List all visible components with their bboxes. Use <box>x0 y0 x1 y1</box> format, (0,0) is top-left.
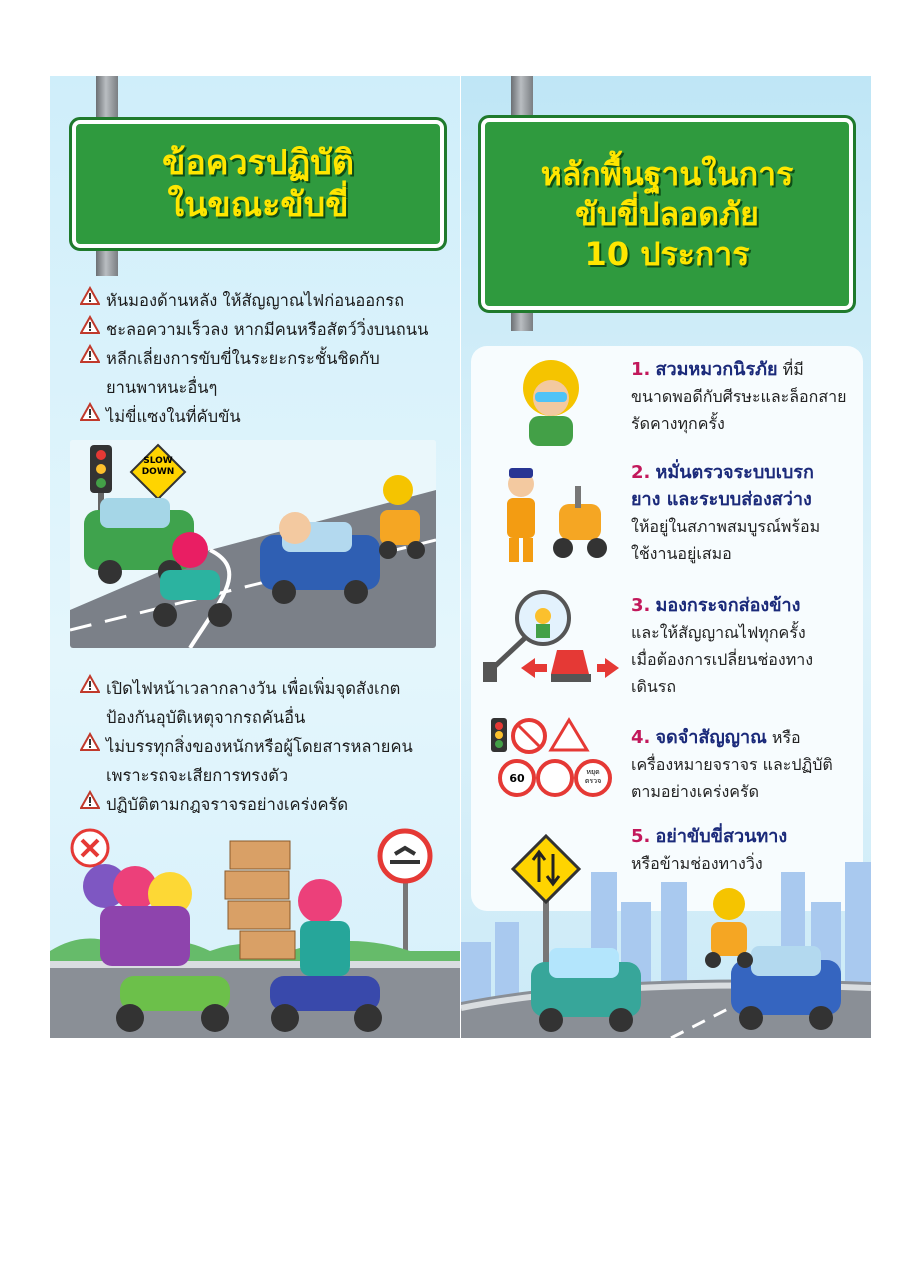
rule-heading: หมั่นตรวจระบบเบรก <box>655 462 814 483</box>
warning-icon <box>80 674 100 703</box>
left-panel <box>50 76 460 1038</box>
left-title-line-2: ในขณะขับขี่ <box>167 185 349 225</box>
warning-item-continued <box>80 373 428 402</box>
rule-heading-rest: ที่มี <box>777 360 804 379</box>
rule-heading: จดจำสัญญาณ <box>655 727 767 748</box>
warning-text: ปฏิบัติตามกฎจราจรอย่างเคร่งครัด <box>106 795 349 814</box>
warning-icon <box>80 790 100 819</box>
right-panel <box>461 76 871 1038</box>
rule-line: และให้สัญญาณไฟทุกครั้ง <box>631 623 806 642</box>
warning-list-bottom <box>80 674 413 819</box>
warning-icon <box>80 344 100 373</box>
rule-line: รัดคางทุกครั้ง <box>631 414 725 433</box>
warning-item <box>80 674 413 703</box>
warning-item <box>80 732 413 761</box>
rule-item-4 <box>631 724 861 805</box>
overloaded-motorcycle-illustration <box>50 826 460 1038</box>
right-title-sign <box>481 118 853 310</box>
city-road-illustration <box>461 832 871 1038</box>
warning-item-continued <box>80 703 413 732</box>
rule-item-2 <box>631 459 861 567</box>
warning-item <box>80 344 428 373</box>
warning-text: หันมองด้านหลัง ให้สัญญาณไฟก่อนออกรถ <box>106 291 405 310</box>
rule-number: 2. <box>631 462 651 483</box>
mechanic-scooter-illustration <box>491 466 611 570</box>
rule-line-bold: ยาง และระบบส่องสว่าง <box>631 489 812 510</box>
right-title-line-3: 10 ประการ <box>584 235 750 273</box>
mirror-signal-illustration <box>481 588 621 692</box>
slow-sign-line-2: DOWN <box>141 467 175 477</box>
traffic-signs-illustration <box>487 716 617 802</box>
rule-line: ใช้งานอยู่เสมอ <box>631 544 732 563</box>
warning-item <box>80 402 428 431</box>
warning-text: ไม่บรรทุกสิ่งของหนักหรือผู้โดยสารหลายคน <box>106 737 413 756</box>
warning-text: หลีกเลี่ยงการขับขี่ในระยะกระชั้นชิดกับ <box>106 349 380 368</box>
warning-item-continued <box>80 761 413 790</box>
rule-line: ตามอย่างเคร่งครัด <box>631 782 759 801</box>
speed-limit-sign: 60 <box>509 772 525 785</box>
warning-icon <box>80 286 100 315</box>
warning-text: ไม่ขี่แซงในที่คับขัน <box>106 407 241 426</box>
rule-number: 3. <box>631 595 651 616</box>
rule-heading: มองกระจกส่องข้าง <box>655 595 801 616</box>
rule-item-3 <box>631 592 861 700</box>
road-scene-illustration <box>70 440 436 648</box>
rule-number: 5. <box>631 826 651 847</box>
slow-down-sign <box>140 456 176 478</box>
rule-number: 4. <box>631 727 651 748</box>
rule-line: เมื่อต้องการเปลี่ยนช่องทาง <box>631 650 814 669</box>
left-title-sign <box>72 120 444 248</box>
warning-item <box>80 315 428 344</box>
warning-icon <box>80 402 100 431</box>
warning-icon <box>80 732 100 761</box>
rule-line: เดินรถ <box>631 677 677 696</box>
slow-sign-line-1: SLOW <box>143 456 173 466</box>
checkpoint-sign-line-1: หยุด <box>586 768 600 776</box>
warning-item <box>80 286 428 315</box>
helmet-person-illustration <box>511 356 591 450</box>
rule-line: ให้อยู่ในสภาพสมบูรณ์พร้อม <box>631 517 821 536</box>
warning-text: เปิดไฟหน้าเวลากลางวัน เพื่อเพิ่มจุดสังเกต <box>106 679 401 698</box>
rule-line: หรือข้ามช่องทางวิ่ง <box>631 854 763 873</box>
right-title-line-1: หลักพื้นฐานในการ <box>540 155 794 193</box>
warning-text: ยานพาหนะอื่นๆ <box>106 378 218 397</box>
warning-list-top <box>80 286 428 431</box>
rule-line: ขนาดพอดีกับศีรษะและล็อกสาย <box>631 387 847 406</box>
checkpoint-sign-line-2: ตรวจ <box>584 777 602 785</box>
warning-text: ชะลอความเร็วลง หากมีคนหรือสัตว์วิ่งบนถนน <box>106 320 429 339</box>
rule-heading-rest: หรือ <box>766 728 801 747</box>
warning-item <box>80 790 413 819</box>
warning-text: เพราะรถจะเสียการทรงตัว <box>106 766 289 785</box>
checkpoint-sign <box>576 768 610 786</box>
rule-heading: อย่าขับขี่สวนทาง <box>655 826 788 847</box>
left-title-line-1: ข้อควรปฏิบัติ <box>162 142 354 183</box>
warning-icon <box>80 315 100 344</box>
right-title-line-2: ขับขี่ปลอดภัย <box>575 195 759 233</box>
rule-number: 1. <box>631 359 651 380</box>
rule-heading: สวมหมวกนิรภัย <box>655 359 778 380</box>
rule-line: เครื่องหมายจราจร และปฏิบัติ <box>631 755 833 774</box>
rule-item-1 <box>631 356 861 437</box>
warning-text: ป้องกันอุบัติเหตุจากรถคันอื่น <box>106 708 306 727</box>
